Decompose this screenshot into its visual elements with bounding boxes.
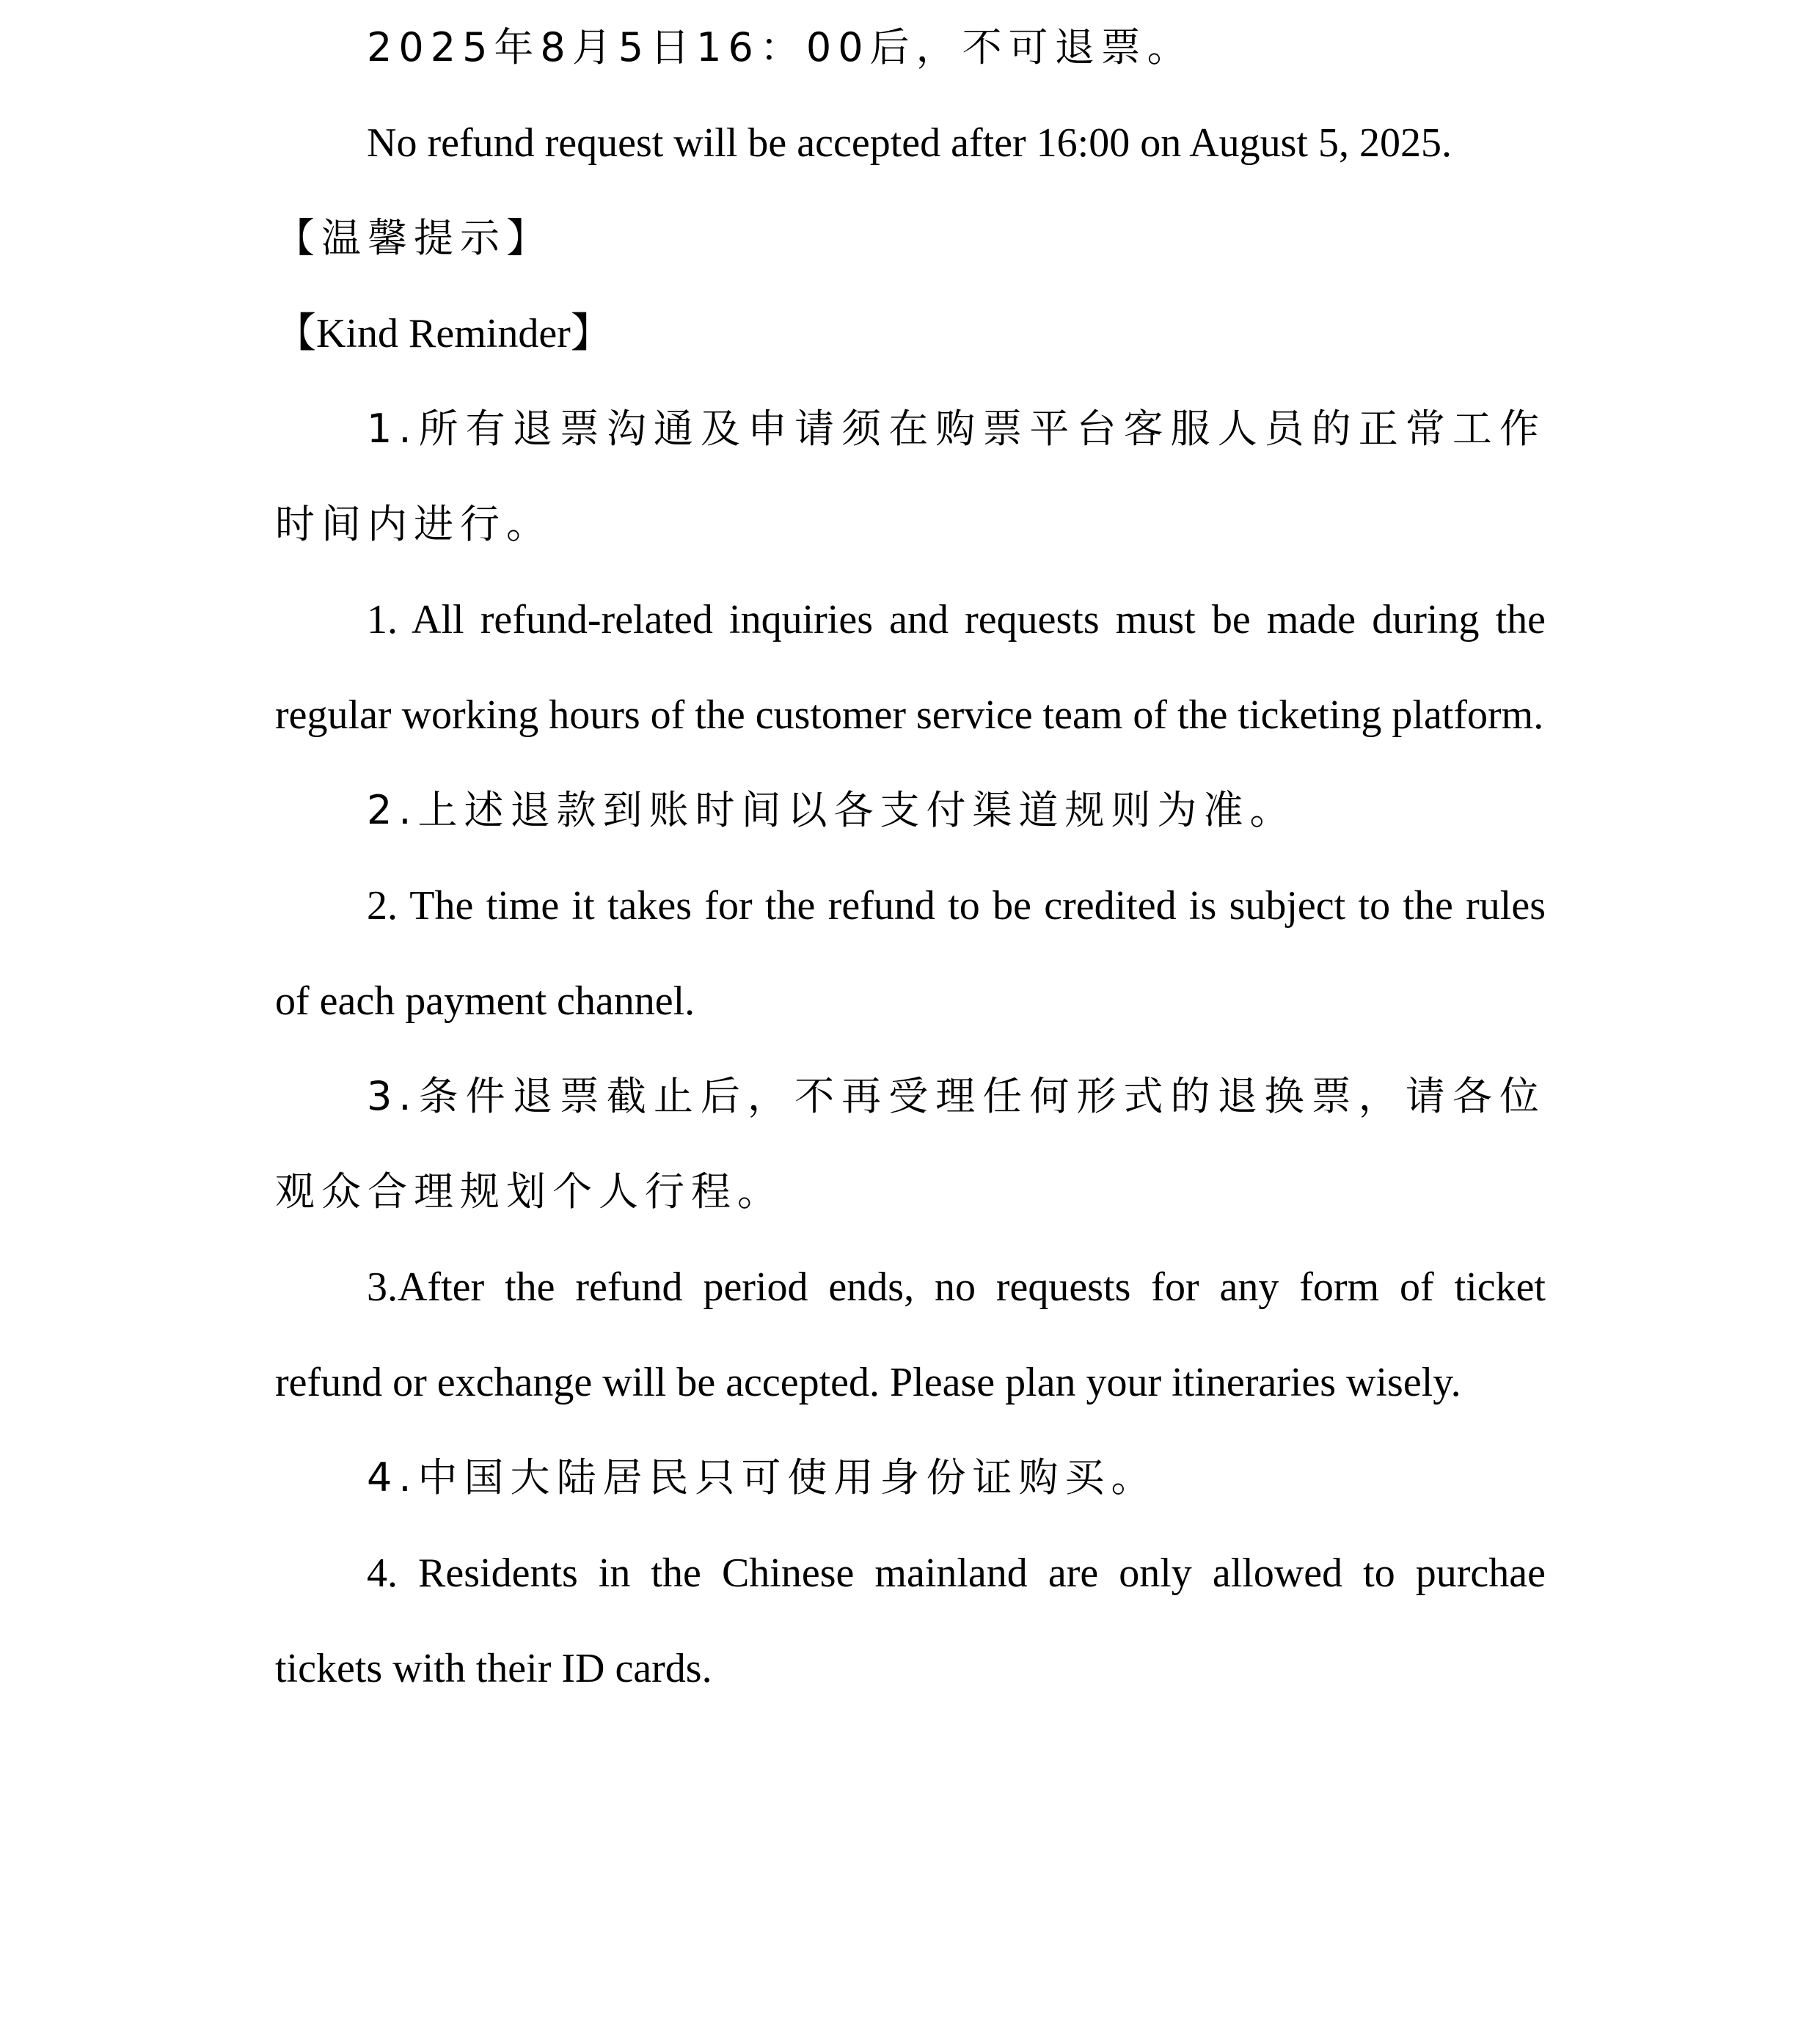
paragraph-refund-deadline-en: No refund request will be accepted after 16:00 on August 5, 2025. xyxy=(367,120,1452,166)
heading-kind-reminder-zh: 【温馨提示】 xyxy=(275,215,552,261)
reminder-1-en: 1. All refund-related inquiries and requests must be made during the regular working hours of the customer service team of the ticketing platform. xyxy=(275,597,1546,738)
reminder-3-en: 3.After the refund period ends, no requests for any form of ticket refund or exchange will be accepted. Please plan your itineraries wisely. xyxy=(275,1264,1546,1405)
reminder-4-en: 4. Residents in the Chinese mainland are only allowed to purchae tickets with their ID cards. xyxy=(275,1550,1546,1691)
heading-kind-reminder-en: 【Kind Reminder】 xyxy=(275,311,612,356)
document-body xyxy=(275,0,1546,1716)
reminder-3-zh: 3.条件退票截止后，不再受理任何形式的退换票，请各位观众合理规划个人行程。 xyxy=(275,1073,1546,1215)
paragraph-refund-deadline-zh: 2025年8月5日16：00后，不可退票。 xyxy=(367,24,1194,70)
reminder-1-zh: 1.所有退票沟通及申请须在购票平台客服人员的正常工作时间内进行。 xyxy=(275,406,1546,547)
reminder-2-zh: 2.上述退款到账时间以各支付渠道规则为准。 xyxy=(367,787,1296,833)
reminder-2-en: 2. The time it takes for the refund to be credited is subject to the rules of each payment channel. xyxy=(275,883,1546,1024)
reminder-4-zh: 4.中国大陆居民只可使用身份证购买。 xyxy=(367,1454,1158,1501)
